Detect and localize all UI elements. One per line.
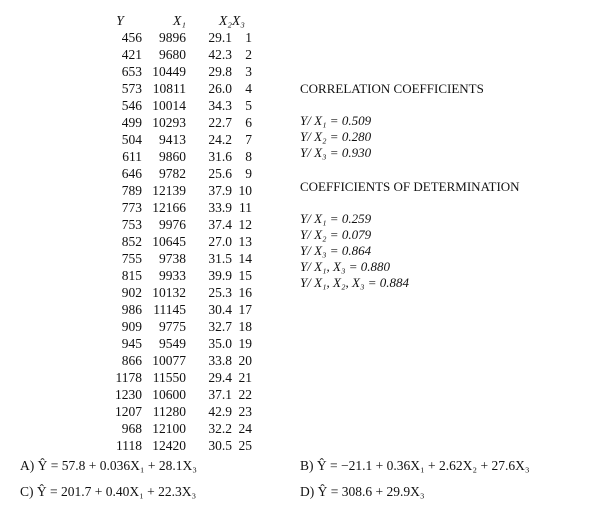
table-row bbox=[98, 318, 252, 335]
statistics-panel bbox=[300, 80, 520, 291]
cell-x3: 5 bbox=[245, 98, 252, 113]
cell-x1: 10600 bbox=[152, 387, 186, 402]
cell-x1: 9775 bbox=[159, 319, 186, 334]
cell-x2: 37.1 bbox=[208, 387, 232, 402]
cell-x1: 10077 bbox=[152, 353, 186, 368]
cell-x1: 12100 bbox=[152, 421, 186, 436]
cell-y: 573 bbox=[121, 81, 142, 96]
cell-x1: 9976 bbox=[159, 217, 186, 232]
cell-x3: 18 bbox=[238, 319, 252, 334]
header-y: Y bbox=[116, 13, 124, 28]
cell-y: 646 bbox=[121, 166, 142, 181]
cell-x2: 31.5 bbox=[208, 251, 232, 266]
cell-y: 753 bbox=[121, 217, 142, 232]
cell-y: 815 bbox=[121, 268, 142, 283]
cell-x2: 32.7 bbox=[208, 319, 232, 334]
cell-x3: 24 bbox=[238, 421, 252, 436]
cell-x3: 9 bbox=[245, 166, 252, 181]
cell-y: 1230 bbox=[115, 387, 142, 402]
cell-x1: 9680 bbox=[159, 47, 186, 62]
table-row bbox=[98, 437, 252, 454]
cell-x3: 19 bbox=[238, 336, 252, 351]
cell-x2: 35.0 bbox=[208, 336, 232, 351]
cell-y: 852 bbox=[121, 234, 142, 249]
cell-x3: 13 bbox=[238, 234, 252, 249]
cell-x2: 22.7 bbox=[208, 115, 232, 130]
table-row bbox=[98, 386, 252, 403]
cell-y: 773 bbox=[121, 200, 142, 215]
determination-line: Y/ X₁ = 0.259 bbox=[300, 211, 372, 226]
determination-line: Y/ X₃ = 0.864 bbox=[300, 243, 372, 258]
cell-x3: 6 bbox=[245, 115, 252, 130]
table-row bbox=[98, 29, 252, 46]
cell-y: 909 bbox=[121, 319, 142, 334]
determination-line: Y/ X₁, X₃ = 0.880 bbox=[300, 259, 391, 274]
cell-y: 789 bbox=[121, 183, 142, 198]
cell-x3: 10 bbox=[238, 183, 252, 198]
cell-x3: 16 bbox=[238, 285, 252, 300]
table-row bbox=[98, 335, 252, 352]
cell-x1: 10645 bbox=[152, 234, 186, 249]
cell-x3: 8 bbox=[245, 149, 252, 164]
cell-y: 968 bbox=[121, 421, 142, 436]
table-row bbox=[98, 63, 252, 80]
correlation-line: Y/ X₁ = 0.509 bbox=[300, 113, 372, 128]
cell-x2: 37.4 bbox=[208, 217, 232, 232]
data-table bbox=[98, 12, 252, 454]
table-row bbox=[98, 301, 252, 318]
table-row bbox=[98, 46, 252, 63]
data-table-container bbox=[98, 12, 252, 454]
header-x3: X₃ bbox=[232, 13, 245, 28]
cell-x1: 9738 bbox=[159, 251, 186, 266]
cell-x1: 9860 bbox=[159, 149, 186, 164]
cell-x1: 12420 bbox=[152, 438, 186, 453]
cell-x1: 12166 bbox=[152, 200, 186, 215]
cell-y: 1118 bbox=[116, 438, 142, 453]
table-row bbox=[98, 182, 252, 199]
cell-x2: 33.9 bbox=[208, 200, 232, 215]
table-row bbox=[98, 369, 252, 386]
cell-x2: 29.8 bbox=[208, 64, 232, 79]
cell-x3: 15 bbox=[238, 268, 252, 283]
determination-line: Y/ X₂ = 0.079 bbox=[300, 227, 372, 242]
cell-y: 653 bbox=[121, 64, 142, 79]
table-row bbox=[98, 80, 252, 97]
cell-x3: 4 bbox=[245, 81, 252, 96]
cell-x3: 20 bbox=[238, 353, 252, 368]
table-row bbox=[98, 250, 252, 267]
table-row bbox=[98, 165, 252, 182]
cell-x3: 23 bbox=[238, 404, 252, 419]
cell-x3: 22 bbox=[238, 387, 252, 402]
table-header-row bbox=[98, 12, 252, 29]
cell-x2: 37.9 bbox=[208, 183, 232, 198]
cell-y: 755 bbox=[121, 251, 142, 266]
cell-x1: 10014 bbox=[152, 98, 186, 113]
cell-y: 986 bbox=[121, 302, 142, 317]
cell-x2: 29.4 bbox=[208, 370, 232, 385]
cell-y: 945 bbox=[121, 336, 142, 351]
cell-y: 456 bbox=[121, 30, 142, 45]
cell-x2: 25.3 bbox=[208, 285, 232, 300]
cell-x3: 25 bbox=[238, 438, 252, 453]
cell-x2: 39.9 bbox=[208, 268, 232, 283]
cell-x3: 2 bbox=[245, 47, 252, 62]
table-body bbox=[98, 29, 252, 454]
cell-y: 546 bbox=[121, 98, 142, 113]
cell-x3: 7 bbox=[245, 132, 252, 147]
cell-x3: 14 bbox=[238, 251, 252, 266]
cell-y: 504 bbox=[121, 132, 142, 147]
cell-x1: 9782 bbox=[159, 166, 186, 181]
cell-x1: 10293 bbox=[152, 115, 186, 130]
cell-x1: 11550 bbox=[152, 370, 186, 385]
table-row bbox=[98, 403, 252, 420]
cell-y: 421 bbox=[121, 47, 142, 62]
cell-x2: 27.0 bbox=[208, 234, 232, 249]
table-row bbox=[98, 284, 252, 301]
cell-x1: 9413 bbox=[159, 132, 186, 147]
correlation-line: Y/ X₂ = 0.280 bbox=[300, 129, 372, 144]
answer-option-a[interactable]: A) Ŷ = 57.8 + 0.036X₁ + 28.1X₃ bbox=[20, 458, 197, 473]
cell-x2: 31.6 bbox=[208, 149, 232, 164]
cell-x3: 1 bbox=[245, 30, 252, 45]
header-x1: X₁ bbox=[173, 13, 186, 28]
cell-x2: 30.4 bbox=[208, 302, 232, 317]
cell-x2: 34.3 bbox=[208, 98, 232, 113]
table-row bbox=[98, 97, 252, 114]
header-x2: X₂ bbox=[219, 13, 232, 28]
cell-x2: 30.5 bbox=[208, 438, 232, 453]
cell-x2: 29.1 bbox=[208, 30, 232, 45]
cell-x1: 10132 bbox=[152, 285, 186, 300]
cell-x1: 11145 bbox=[153, 302, 186, 317]
cell-x2: 42.3 bbox=[208, 47, 232, 62]
determination-line: Y/ X₁, X₂, X₃ = 0.884 bbox=[300, 275, 409, 290]
cell-x3: 11 bbox=[239, 200, 252, 215]
table-row bbox=[98, 199, 252, 216]
cell-x2: 25.6 bbox=[208, 166, 232, 181]
table-row bbox=[98, 352, 252, 369]
cell-x1: 9933 bbox=[159, 268, 186, 283]
cell-x2: 26.0 bbox=[208, 81, 232, 96]
cell-x1: 10449 bbox=[152, 64, 186, 79]
cell-x1: 12139 bbox=[152, 183, 186, 198]
cell-x2: 24.2 bbox=[208, 132, 232, 147]
cell-y: 499 bbox=[121, 115, 142, 130]
cell-x3: 17 bbox=[238, 302, 252, 317]
table-row bbox=[98, 420, 252, 437]
table-row bbox=[98, 216, 252, 233]
cell-y: 611 bbox=[122, 149, 142, 164]
cell-y: 902 bbox=[121, 285, 142, 300]
correlation-line: Y/ X₃ = 0.930 bbox=[300, 145, 372, 160]
cell-y: 1178 bbox=[115, 370, 142, 385]
table-row bbox=[98, 114, 252, 131]
determination-heading: COEFFICIENTS OF DETERMINATION bbox=[300, 179, 520, 194]
table-row bbox=[98, 233, 252, 250]
cell-y: 866 bbox=[121, 353, 142, 368]
cell-x1: 9896 bbox=[159, 30, 186, 45]
table-row bbox=[98, 267, 252, 284]
cell-x3: 21 bbox=[238, 370, 252, 385]
correlation-heading: CORRELATION COEFFICIENTS bbox=[300, 81, 484, 96]
cell-x1: 11280 bbox=[152, 404, 186, 419]
cell-x3: 3 bbox=[245, 64, 252, 79]
table-row bbox=[98, 131, 252, 148]
answer-option-b[interactable]: B) Ŷ = −21.1 + 0.36X₁ + 2.62X₂ + 27.6X₃ bbox=[300, 458, 530, 473]
answer-option-c[interactable]: C) Ŷ = 201.7 + 0.40X₁ + 22.3X₃ bbox=[20, 484, 197, 499]
cell-x2: 33.8 bbox=[208, 353, 232, 368]
cell-y: 1207 bbox=[115, 404, 142, 419]
cell-x2: 32.2 bbox=[208, 421, 232, 436]
cell-x1: 10811 bbox=[152, 81, 186, 96]
cell-x2: 42.9 bbox=[208, 404, 232, 419]
table-row bbox=[98, 148, 252, 165]
cell-x1: 9549 bbox=[159, 336, 186, 351]
answer-option-d[interactable]: D) Ŷ = 308.6 + 29.9X₃ bbox=[300, 484, 425, 499]
cell-x3: 12 bbox=[238, 217, 252, 232]
